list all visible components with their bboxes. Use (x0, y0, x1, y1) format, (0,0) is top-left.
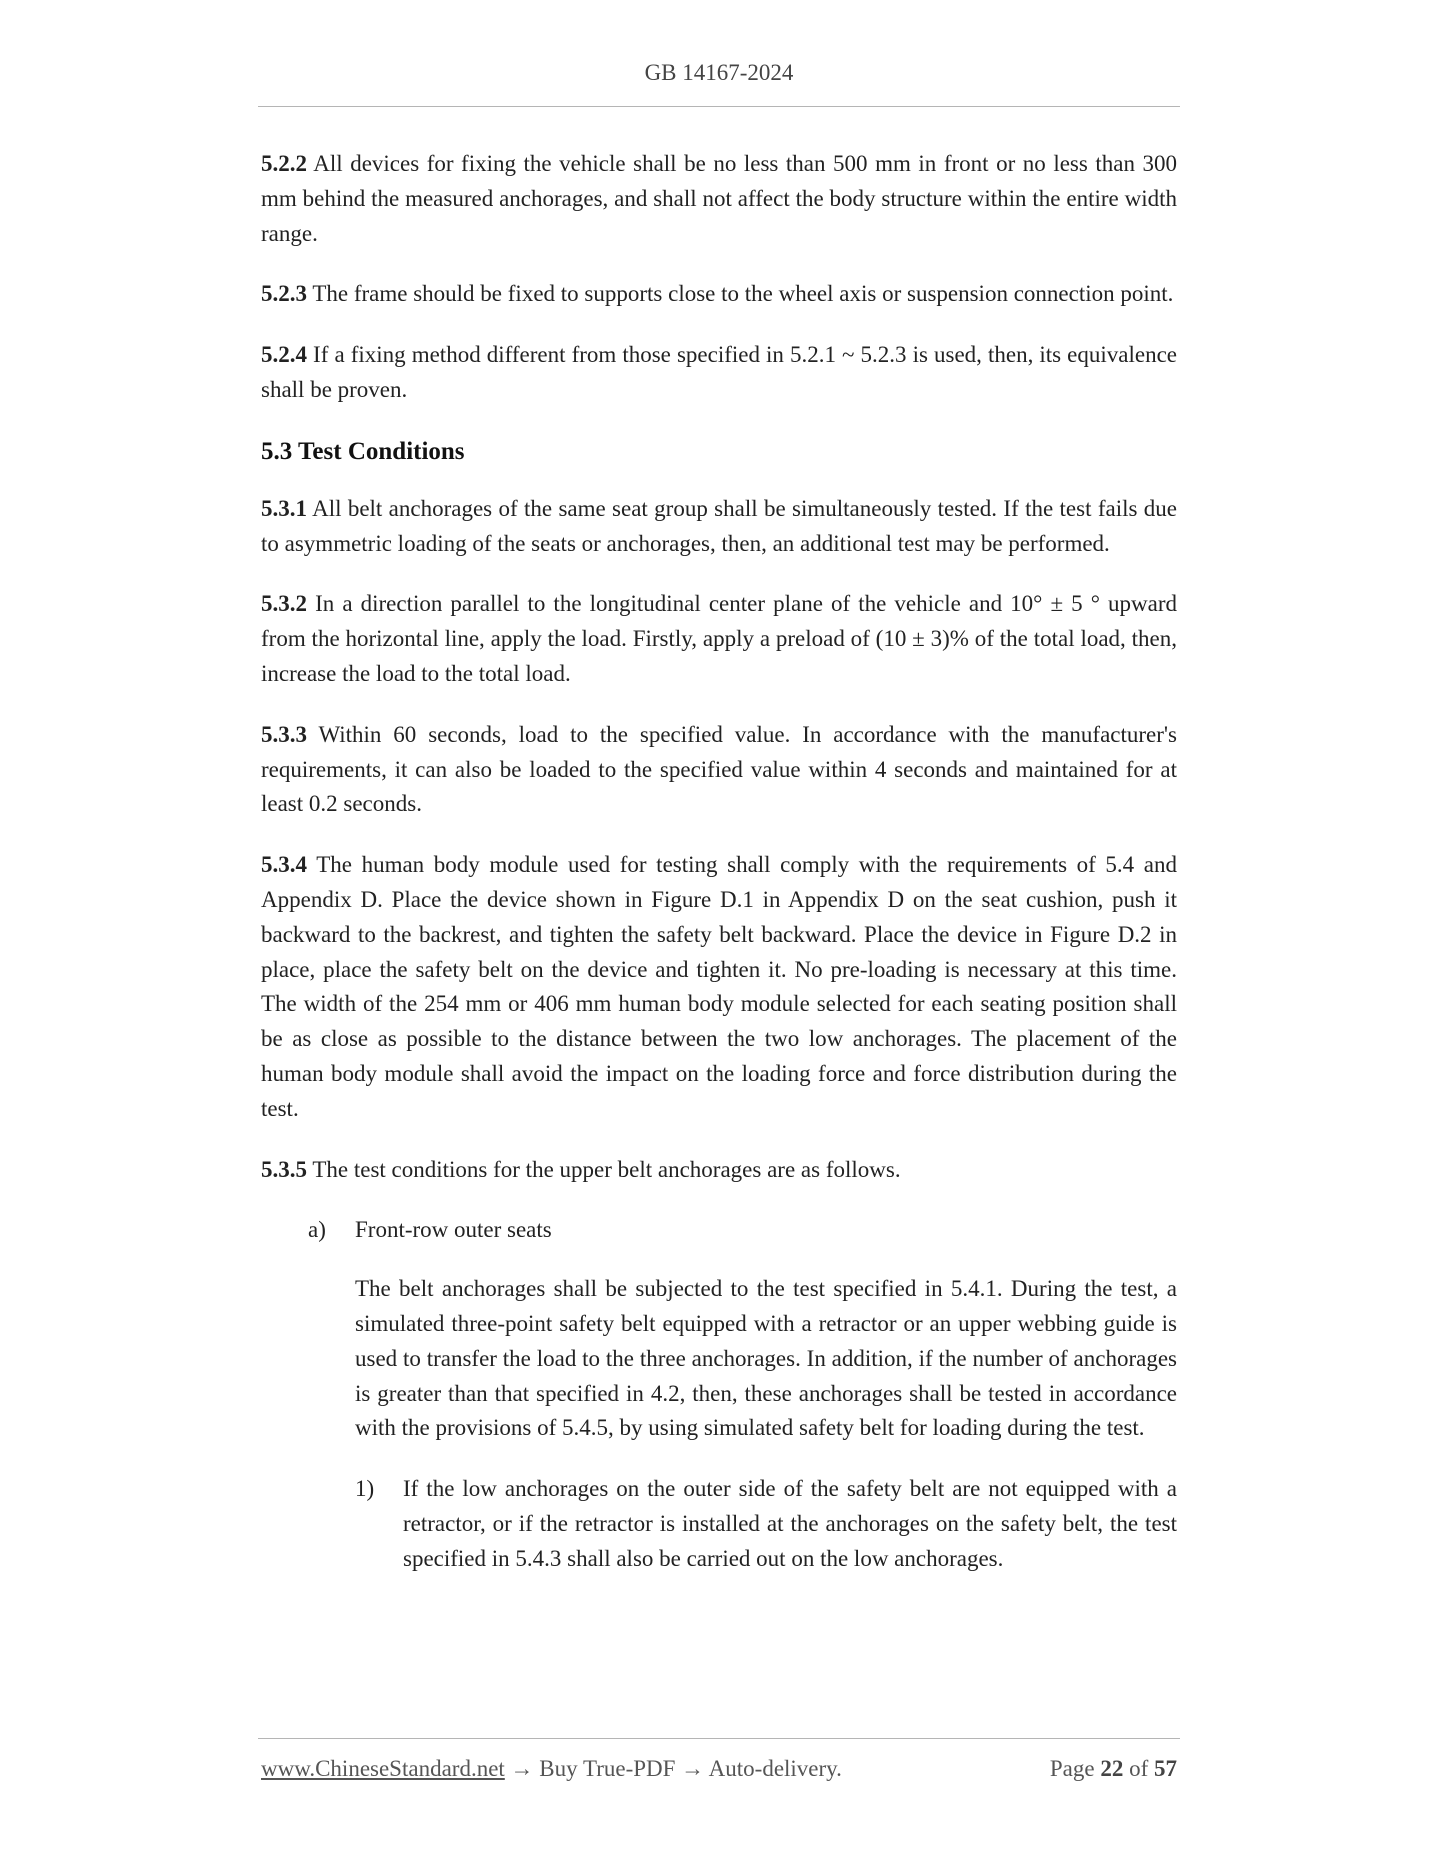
clause-text: The human body module used for testing shall comply with the requirements of 5.4 and Appendix D. Place the device shown in Figure D.1 in Appendix D on the seat cushion, push it backward to the backrest, and tighten the safety belt backward. Place the device in Figure D.2 in place, place the safety belt on the device and tighten it. No pre-loading is necessary at this time. The width of the 254 mm or 406 mm human body module selected for each seating position shall be as close as possible to the distance between the two low anchorages. The placement of the human body module shall avoid the impact on the loading force and force distribution during the test. (261, 852, 1177, 1121)
clause-text: All devices for fixing the vehicle shall be no less than 500 mm in front or no less than 300 mm behind the measured anchorages, and shall not affect the body structure within the entire width range. (261, 151, 1177, 246)
clause-5-3-3 (261, 718, 1177, 822)
list-marker: 1) (355, 1476, 375, 1502)
clause-5-2-3 (261, 277, 1177, 312)
footer-tagline: → Buy True-PDF → Auto-delivery. (504, 1756, 842, 1781)
clause-text: All belt anchorages of the same seat group shall be simultaneously tested. If the test fails due to asymmetric loading of the seats or anchorages, then, an additional test may be performed. (261, 495, 1177, 556)
list-item-text: Front-row outer seats (355, 1217, 552, 1243)
list-item-a-body: The belt anchorages shall be subjected to the test specified in 5.4.1. During the test, a simulated three-point safety belt equipped with a retractor or an upper webbing guide is used to transfer the load to the three anchorages. In addition, if the number of anchorages is greater than that specified in 4.2, then, these anchorages shall be tested in accordance with the provisions of 5.4.5, by using simulated safety belt for loading during the test. (355, 1276, 1177, 1441)
website-link[interactable]: www.ChineseStandard.net (261, 1756, 505, 1781)
page-footer (261, 1756, 1177, 1782)
list-item-1 (355, 1472, 1177, 1576)
page-number (1050, 1756, 1177, 1782)
document-body (261, 147, 1177, 1577)
clause-5-3-5 (261, 1153, 1177, 1188)
clause-number: 5.2.2 (261, 151, 307, 176)
clause-text: The frame should be fixed to supports close to the wheel axis or suspension connection point. (307, 281, 1174, 307)
list-item-text: If the low anchorages on the outer side of the safety belt are not equipped with a retractor, or if the retractor is installed at the anchorages on the safety belt, the test specified in 5.4.3 shall also be carried out on the low anchorages. (403, 1476, 1177, 1571)
clause-5-3-1 (261, 492, 1177, 562)
clause-number: 5.2.3 (261, 281, 307, 307)
document-header: GB 14167-2024 (644, 60, 794, 85)
page-current: 22 (1100, 1756, 1124, 1781)
header-divider (258, 106, 1180, 107)
footer-divider (258, 1738, 1180, 1739)
clause-5-3-4 (261, 848, 1177, 1126)
clause-5-2-4 (261, 338, 1177, 408)
page-of: of (1129, 1756, 1149, 1781)
clause-text: If a fixing method different from those specified in 5.2.1 ~ 5.2.3 is used, then, its equivalence shall be proven. (261, 342, 1177, 402)
clause-number: 5.3.3 (261, 721, 307, 747)
clause-number: 5.3.1 (261, 495, 307, 521)
clause-number: 5.3.4 (261, 852, 307, 878)
clause-number: 5.3.5 (261, 1156, 307, 1182)
page-total: 57 (1154, 1756, 1177, 1781)
list-item-a (308, 1213, 1177, 1248)
clause-text: The test conditions for the upper belt anchorages are as follows. (307, 1156, 901, 1182)
clause-number: 5.2.4 (261, 342, 307, 368)
list-marker: a) (308, 1217, 326, 1243)
clause-text: In a direction parallel to the longitudinal center plane of the vehicle and 10° ± 5 ° upward from the horizontal line, apply the load. Firstly, apply a preload of (10 ± 3)% of the total load, then, increase the load to the total load. (261, 591, 1177, 686)
clause-text: Within 60 seconds, load to the specified value. In accordance with the manufacturer's requirements, it can also be loaded to the specified value within 4 seconds and maintained for at least 0.2 seconds. (261, 721, 1177, 817)
clause-number: 5.3.2 (261, 591, 307, 617)
page-label: Page (1049, 1756, 1095, 1781)
section-heading-5-3: 5.3 Test Conditions (261, 437, 465, 465)
clause-5-3-2 (261, 587, 1177, 691)
clause-5-2-2 (261, 147, 1177, 251)
